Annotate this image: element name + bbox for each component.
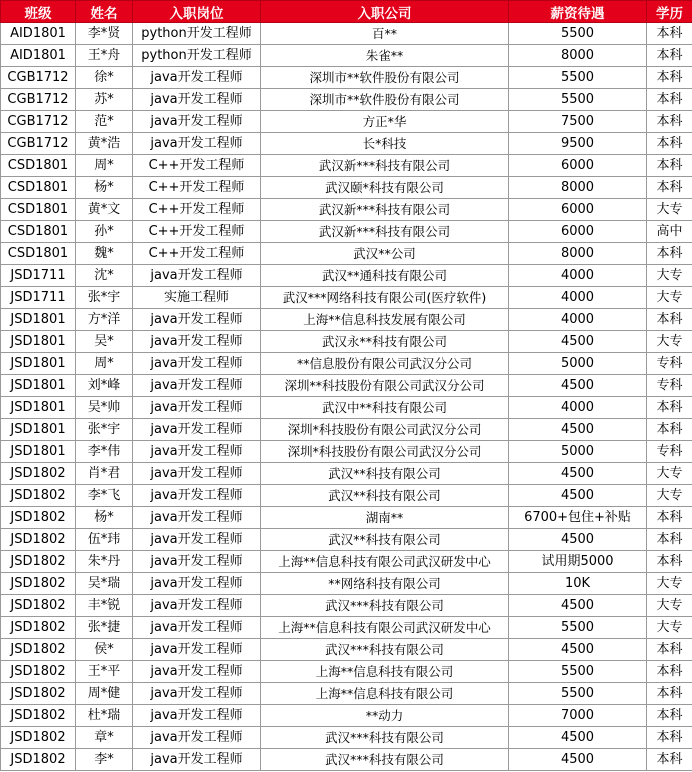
cell-name: 杨* bbox=[76, 507, 133, 529]
cell-name: 魏* bbox=[76, 243, 133, 265]
cell-position: java开发工程师 bbox=[133, 683, 261, 705]
cell-education: 本科 bbox=[647, 23, 692, 45]
cell-education: 本科 bbox=[647, 529, 692, 551]
cell-class: CSD1801 bbox=[1, 199, 76, 221]
cell-education: 本科 bbox=[647, 661, 692, 683]
cell-name: 沈* bbox=[76, 265, 133, 287]
cell-class: JSD1801 bbox=[1, 331, 76, 353]
cell-salary: 6700+包住+补贴 bbox=[509, 507, 647, 529]
table-row bbox=[1, 463, 692, 485]
table-row bbox=[1, 111, 692, 133]
cell-salary: 5500 bbox=[509, 683, 647, 705]
cell-education: 本科 bbox=[647, 507, 692, 529]
cell-name: 范* bbox=[76, 111, 133, 133]
cell-position: C++开发工程师 bbox=[133, 221, 261, 243]
cell-position: python开发工程师 bbox=[133, 23, 261, 45]
cell-salary: 6000 bbox=[509, 155, 647, 177]
cell-education: 本科 bbox=[647, 111, 692, 133]
cell-class: CGB1712 bbox=[1, 67, 76, 89]
table-row bbox=[1, 287, 692, 309]
cell-education: 本科 bbox=[647, 243, 692, 265]
cell-education: 本科 bbox=[647, 419, 692, 441]
cell-name: 李*贤 bbox=[76, 23, 133, 45]
cell-salary: 8000 bbox=[509, 45, 647, 67]
table-row bbox=[1, 507, 692, 529]
cell-company: 上海**信息科技发展有限公司 bbox=[261, 309, 509, 331]
cell-company: **动力 bbox=[261, 705, 509, 727]
cell-education: 大专 bbox=[647, 287, 692, 309]
cell-class: CGB1712 bbox=[1, 89, 76, 111]
cell-company: 方正*华 bbox=[261, 111, 509, 133]
cell-name: 李*伟 bbox=[76, 441, 133, 463]
cell-education: 大专 bbox=[647, 485, 692, 507]
cell-education: 专科 bbox=[647, 353, 692, 375]
table-row bbox=[1, 353, 692, 375]
cell-salary: 6000 bbox=[509, 199, 647, 221]
cell-salary: 4500 bbox=[509, 529, 647, 551]
cell-name: 苏* bbox=[76, 89, 133, 111]
cell-education: 本科 bbox=[647, 89, 692, 111]
cell-position: C++开发工程师 bbox=[133, 177, 261, 199]
header-name: 姓名 bbox=[76, 1, 133, 23]
cell-class: JSD1802 bbox=[1, 551, 76, 573]
cell-position: java开发工程师 bbox=[133, 309, 261, 331]
cell-position: java开发工程师 bbox=[133, 551, 261, 573]
cell-education: 大专 bbox=[647, 463, 692, 485]
cell-education: 本科 bbox=[647, 155, 692, 177]
cell-position: java开发工程师 bbox=[133, 397, 261, 419]
cell-salary: 试用期5000 bbox=[509, 551, 647, 573]
cell-name: 侯* bbox=[76, 639, 133, 661]
cell-company: 武汉**公司 bbox=[261, 243, 509, 265]
cell-education: 本科 bbox=[647, 397, 692, 419]
cell-company: 武汉**科技有限公司 bbox=[261, 529, 509, 551]
cell-education: 本科 bbox=[647, 309, 692, 331]
cell-class: JSD1802 bbox=[1, 485, 76, 507]
cell-company: 百** bbox=[261, 23, 509, 45]
cell-position: java开发工程师 bbox=[133, 485, 261, 507]
cell-company: 武汉新***科技有限公司 bbox=[261, 221, 509, 243]
cell-company: 武汉**通科技有限公司 bbox=[261, 265, 509, 287]
cell-salary: 4000 bbox=[509, 397, 647, 419]
cell-salary: 4500 bbox=[509, 419, 647, 441]
cell-salary: 5500 bbox=[509, 67, 647, 89]
cell-education: 本科 bbox=[647, 551, 692, 573]
cell-company: 武汉永**科技有限公司 bbox=[261, 331, 509, 353]
cell-company: 上海**信息科技有限公司武汉研发中心 bbox=[261, 551, 509, 573]
cell-position: java开发工程师 bbox=[133, 749, 261, 771]
cell-salary: 6000 bbox=[509, 221, 647, 243]
cell-class: JSD1711 bbox=[1, 265, 76, 287]
cell-class: JSD1801 bbox=[1, 353, 76, 375]
cell-name: 刘*峰 bbox=[76, 375, 133, 397]
cell-salary: 5500 bbox=[509, 89, 647, 111]
cell-class: CGB1712 bbox=[1, 133, 76, 155]
cell-class: JSD1711 bbox=[1, 287, 76, 309]
cell-salary: 4500 bbox=[509, 749, 647, 771]
table-row bbox=[1, 199, 692, 221]
cell-name: 吴*帅 bbox=[76, 397, 133, 419]
cell-position: java开发工程师 bbox=[133, 375, 261, 397]
cell-name: 张*宇 bbox=[76, 419, 133, 441]
cell-position: java开发工程师 bbox=[133, 727, 261, 749]
cell-position: C++开发工程师 bbox=[133, 199, 261, 221]
cell-salary: 8000 bbox=[509, 177, 647, 199]
cell-class: JSD1802 bbox=[1, 705, 76, 727]
cell-salary: 4000 bbox=[509, 287, 647, 309]
cell-salary: 4500 bbox=[509, 331, 647, 353]
cell-education: 大专 bbox=[647, 595, 692, 617]
table-row bbox=[1, 639, 692, 661]
cell-position: 实施工程师 bbox=[133, 287, 261, 309]
cell-salary: 8000 bbox=[509, 243, 647, 265]
table-row bbox=[1, 419, 692, 441]
table-row bbox=[1, 221, 692, 243]
cell-company: 武汉***科技有限公司 bbox=[261, 749, 509, 771]
cell-name: 周* bbox=[76, 353, 133, 375]
cell-education: 本科 bbox=[647, 749, 692, 771]
table-row bbox=[1, 397, 692, 419]
cell-salary: 4500 bbox=[509, 463, 647, 485]
cell-class: JSD1802 bbox=[1, 573, 76, 595]
cell-salary: 5000 bbox=[509, 353, 647, 375]
header-row bbox=[1, 1, 692, 23]
table-row bbox=[1, 45, 692, 67]
cell-salary: 9500 bbox=[509, 133, 647, 155]
cell-company: 深圳*科技股份有限公司武汉分公司 bbox=[261, 441, 509, 463]
cell-company: 武汉***科技有限公司 bbox=[261, 727, 509, 749]
table-row bbox=[1, 309, 692, 331]
cell-company: 武汉***科技有限公司 bbox=[261, 639, 509, 661]
table-row bbox=[1, 595, 692, 617]
cell-name: 吴*瑞 bbox=[76, 573, 133, 595]
cell-salary: 5000 bbox=[509, 441, 647, 463]
cell-education: 本科 bbox=[647, 177, 692, 199]
cell-salary: 4000 bbox=[509, 265, 647, 287]
cell-name: 徐* bbox=[76, 67, 133, 89]
cell-salary: 5500 bbox=[509, 617, 647, 639]
cell-company: 湖南** bbox=[261, 507, 509, 529]
cell-company: 武汉中**科技有限公司 bbox=[261, 397, 509, 419]
cell-position: java开发工程师 bbox=[133, 529, 261, 551]
cell-position: java开发工程师 bbox=[133, 265, 261, 287]
cell-education: 本科 bbox=[647, 683, 692, 705]
cell-education: 本科 bbox=[647, 45, 692, 67]
cell-position: java开发工程师 bbox=[133, 111, 261, 133]
cell-position: java开发工程师 bbox=[133, 133, 261, 155]
cell-class: JSD1802 bbox=[1, 529, 76, 551]
cell-education: 本科 bbox=[647, 133, 692, 155]
cell-name: 周* bbox=[76, 155, 133, 177]
cell-salary: 4500 bbox=[509, 639, 647, 661]
cell-position: java开发工程师 bbox=[133, 419, 261, 441]
cell-company: 深圳市**软件股份有限公司 bbox=[261, 67, 509, 89]
cell-class: CSD1801 bbox=[1, 155, 76, 177]
cell-position: java开发工程师 bbox=[133, 463, 261, 485]
cell-class: JSD1802 bbox=[1, 683, 76, 705]
cell-name: 王*舟 bbox=[76, 45, 133, 67]
cell-company: 武汉新***科技有限公司 bbox=[261, 155, 509, 177]
header-class: 班级 bbox=[1, 1, 76, 23]
cell-class: JSD1802 bbox=[1, 617, 76, 639]
cell-name: 周*健 bbox=[76, 683, 133, 705]
header-company: 入职公司 bbox=[261, 1, 509, 23]
table-row bbox=[1, 375, 692, 397]
cell-position: java开发工程师 bbox=[133, 331, 261, 353]
cell-company: 武汉新***科技有限公司 bbox=[261, 199, 509, 221]
cell-company: **信息股份有限公司武汉分公司 bbox=[261, 353, 509, 375]
cell-education: 大专 bbox=[647, 331, 692, 353]
table-row bbox=[1, 485, 692, 507]
cell-name: 张*宇 bbox=[76, 287, 133, 309]
cell-position: java开发工程师 bbox=[133, 639, 261, 661]
cell-company: 武汉***科技有限公司 bbox=[261, 595, 509, 617]
cell-company: **网络科技有限公司 bbox=[261, 573, 509, 595]
cell-class: JSD1802 bbox=[1, 639, 76, 661]
cell-position: java开发工程师 bbox=[133, 661, 261, 683]
cell-company: 武汉**科技有限公司 bbox=[261, 463, 509, 485]
cell-class: CSD1801 bbox=[1, 221, 76, 243]
cell-class: JSD1802 bbox=[1, 749, 76, 771]
cell-name: 李*飞 bbox=[76, 485, 133, 507]
table-row bbox=[1, 749, 692, 771]
table-row bbox=[1, 441, 692, 463]
cell-position: java开发工程师 bbox=[133, 617, 261, 639]
table-row bbox=[1, 67, 692, 89]
cell-position: java开发工程师 bbox=[133, 573, 261, 595]
cell-class: CSD1801 bbox=[1, 243, 76, 265]
table-row bbox=[1, 661, 692, 683]
cell-education: 大专 bbox=[647, 617, 692, 639]
cell-name: 杜*瑞 bbox=[76, 705, 133, 727]
cell-name: 章* bbox=[76, 727, 133, 749]
cell-name: 肖*君 bbox=[76, 463, 133, 485]
cell-salary: 4500 bbox=[509, 485, 647, 507]
cell-class: AID1801 bbox=[1, 23, 76, 45]
table-row bbox=[1, 89, 692, 111]
cell-company: 上海**信息科技有限公司 bbox=[261, 683, 509, 705]
cell-class: JSD1801 bbox=[1, 309, 76, 331]
table-row bbox=[1, 177, 692, 199]
table-row bbox=[1, 551, 692, 573]
cell-class: JSD1802 bbox=[1, 463, 76, 485]
cell-education: 专科 bbox=[647, 375, 692, 397]
cell-name: 伍*玮 bbox=[76, 529, 133, 551]
cell-name: 朱*丹 bbox=[76, 551, 133, 573]
cell-position: java开发工程师 bbox=[133, 507, 261, 529]
cell-salary: 4500 bbox=[509, 727, 647, 749]
cell-position: java开发工程师 bbox=[133, 67, 261, 89]
cell-education: 本科 bbox=[647, 67, 692, 89]
table-row bbox=[1, 617, 692, 639]
cell-name: 杨* bbox=[76, 177, 133, 199]
cell-class: JSD1801 bbox=[1, 419, 76, 441]
cell-class: JSD1802 bbox=[1, 507, 76, 529]
cell-name: 丰*锐 bbox=[76, 595, 133, 617]
cell-salary: 7500 bbox=[509, 111, 647, 133]
table-row bbox=[1, 683, 692, 705]
cell-position: C++开发工程师 bbox=[133, 243, 261, 265]
cell-name: 黄*文 bbox=[76, 199, 133, 221]
cell-position: java开发工程师 bbox=[133, 595, 261, 617]
cell-company: 武汉***网络科技有限公司(医疗软件) bbox=[261, 287, 509, 309]
cell-company: 深圳*科技股份有限公司武汉分公司 bbox=[261, 419, 509, 441]
cell-company: 深圳**科技股份有限公司武汉分公司 bbox=[261, 375, 509, 397]
cell-education: 本科 bbox=[647, 639, 692, 661]
cell-education: 大专 bbox=[647, 199, 692, 221]
cell-position: java开发工程师 bbox=[133, 441, 261, 463]
cell-salary: 5500 bbox=[509, 23, 647, 45]
cell-education: 专科 bbox=[647, 441, 692, 463]
cell-salary: 4500 bbox=[509, 595, 647, 617]
cell-company: 武汉颐*科技有限公司 bbox=[261, 177, 509, 199]
cell-salary: 7000 bbox=[509, 705, 647, 727]
cell-name: 李* bbox=[76, 749, 133, 771]
cell-salary: 10K bbox=[509, 573, 647, 595]
cell-class: JSD1802 bbox=[1, 727, 76, 749]
cell-name: 王*平 bbox=[76, 661, 133, 683]
header-salary: 薪资待遇 bbox=[509, 1, 647, 23]
cell-salary: 5500 bbox=[509, 661, 647, 683]
table-row bbox=[1, 23, 692, 45]
cell-education: 本科 bbox=[647, 705, 692, 727]
table-row bbox=[1, 265, 692, 287]
cell-name: 张*捷 bbox=[76, 617, 133, 639]
table-row bbox=[1, 155, 692, 177]
cell-company: 上海**信息科技有限公司武汉研发中心 bbox=[261, 617, 509, 639]
cell-education: 高中 bbox=[647, 221, 692, 243]
cell-class: JSD1802 bbox=[1, 595, 76, 617]
cell-position: java开发工程师 bbox=[133, 705, 261, 727]
cell-position: java开发工程师 bbox=[133, 89, 261, 111]
cell-class: AID1801 bbox=[1, 45, 76, 67]
cell-class: JSD1801 bbox=[1, 375, 76, 397]
cell-class: JSD1801 bbox=[1, 397, 76, 419]
cell-class: CGB1712 bbox=[1, 111, 76, 133]
table-row bbox=[1, 727, 692, 749]
cell-name: 方*洋 bbox=[76, 309, 133, 331]
cell-position: python开发工程师 bbox=[133, 45, 261, 67]
table-row bbox=[1, 133, 692, 155]
cell-company: 长*科技 bbox=[261, 133, 509, 155]
cell-position: java开发工程师 bbox=[133, 353, 261, 375]
cell-class: JSD1802 bbox=[1, 661, 76, 683]
cell-name: 黄*浩 bbox=[76, 133, 133, 155]
cell-company: 武汉**科技有限公司 bbox=[261, 485, 509, 507]
cell-company: 朱雀** bbox=[261, 45, 509, 67]
header-education: 学历 bbox=[647, 1, 692, 23]
cell-education: 大专 bbox=[647, 573, 692, 595]
cell-name: 吴* bbox=[76, 331, 133, 353]
cell-company: 上海**信息科技有限公司 bbox=[261, 661, 509, 683]
table-row bbox=[1, 705, 692, 727]
cell-class: JSD1801 bbox=[1, 441, 76, 463]
header-position: 入职岗位 bbox=[133, 1, 261, 23]
table-row bbox=[1, 331, 692, 353]
table-body bbox=[1, 23, 692, 771]
cell-education: 本科 bbox=[647, 727, 692, 749]
cell-position: C++开发工程师 bbox=[133, 155, 261, 177]
cell-salary: 4000 bbox=[509, 309, 647, 331]
table-row bbox=[1, 243, 692, 265]
cell-class: CSD1801 bbox=[1, 177, 76, 199]
table-header bbox=[1, 1, 692, 23]
table-row bbox=[1, 573, 692, 595]
table-row bbox=[1, 529, 692, 551]
cell-company: 深圳市**软件股份有限公司 bbox=[261, 89, 509, 111]
cell-salary: 4500 bbox=[509, 375, 647, 397]
cell-education: 大专 bbox=[647, 265, 692, 287]
cell-name: 孙* bbox=[76, 221, 133, 243]
